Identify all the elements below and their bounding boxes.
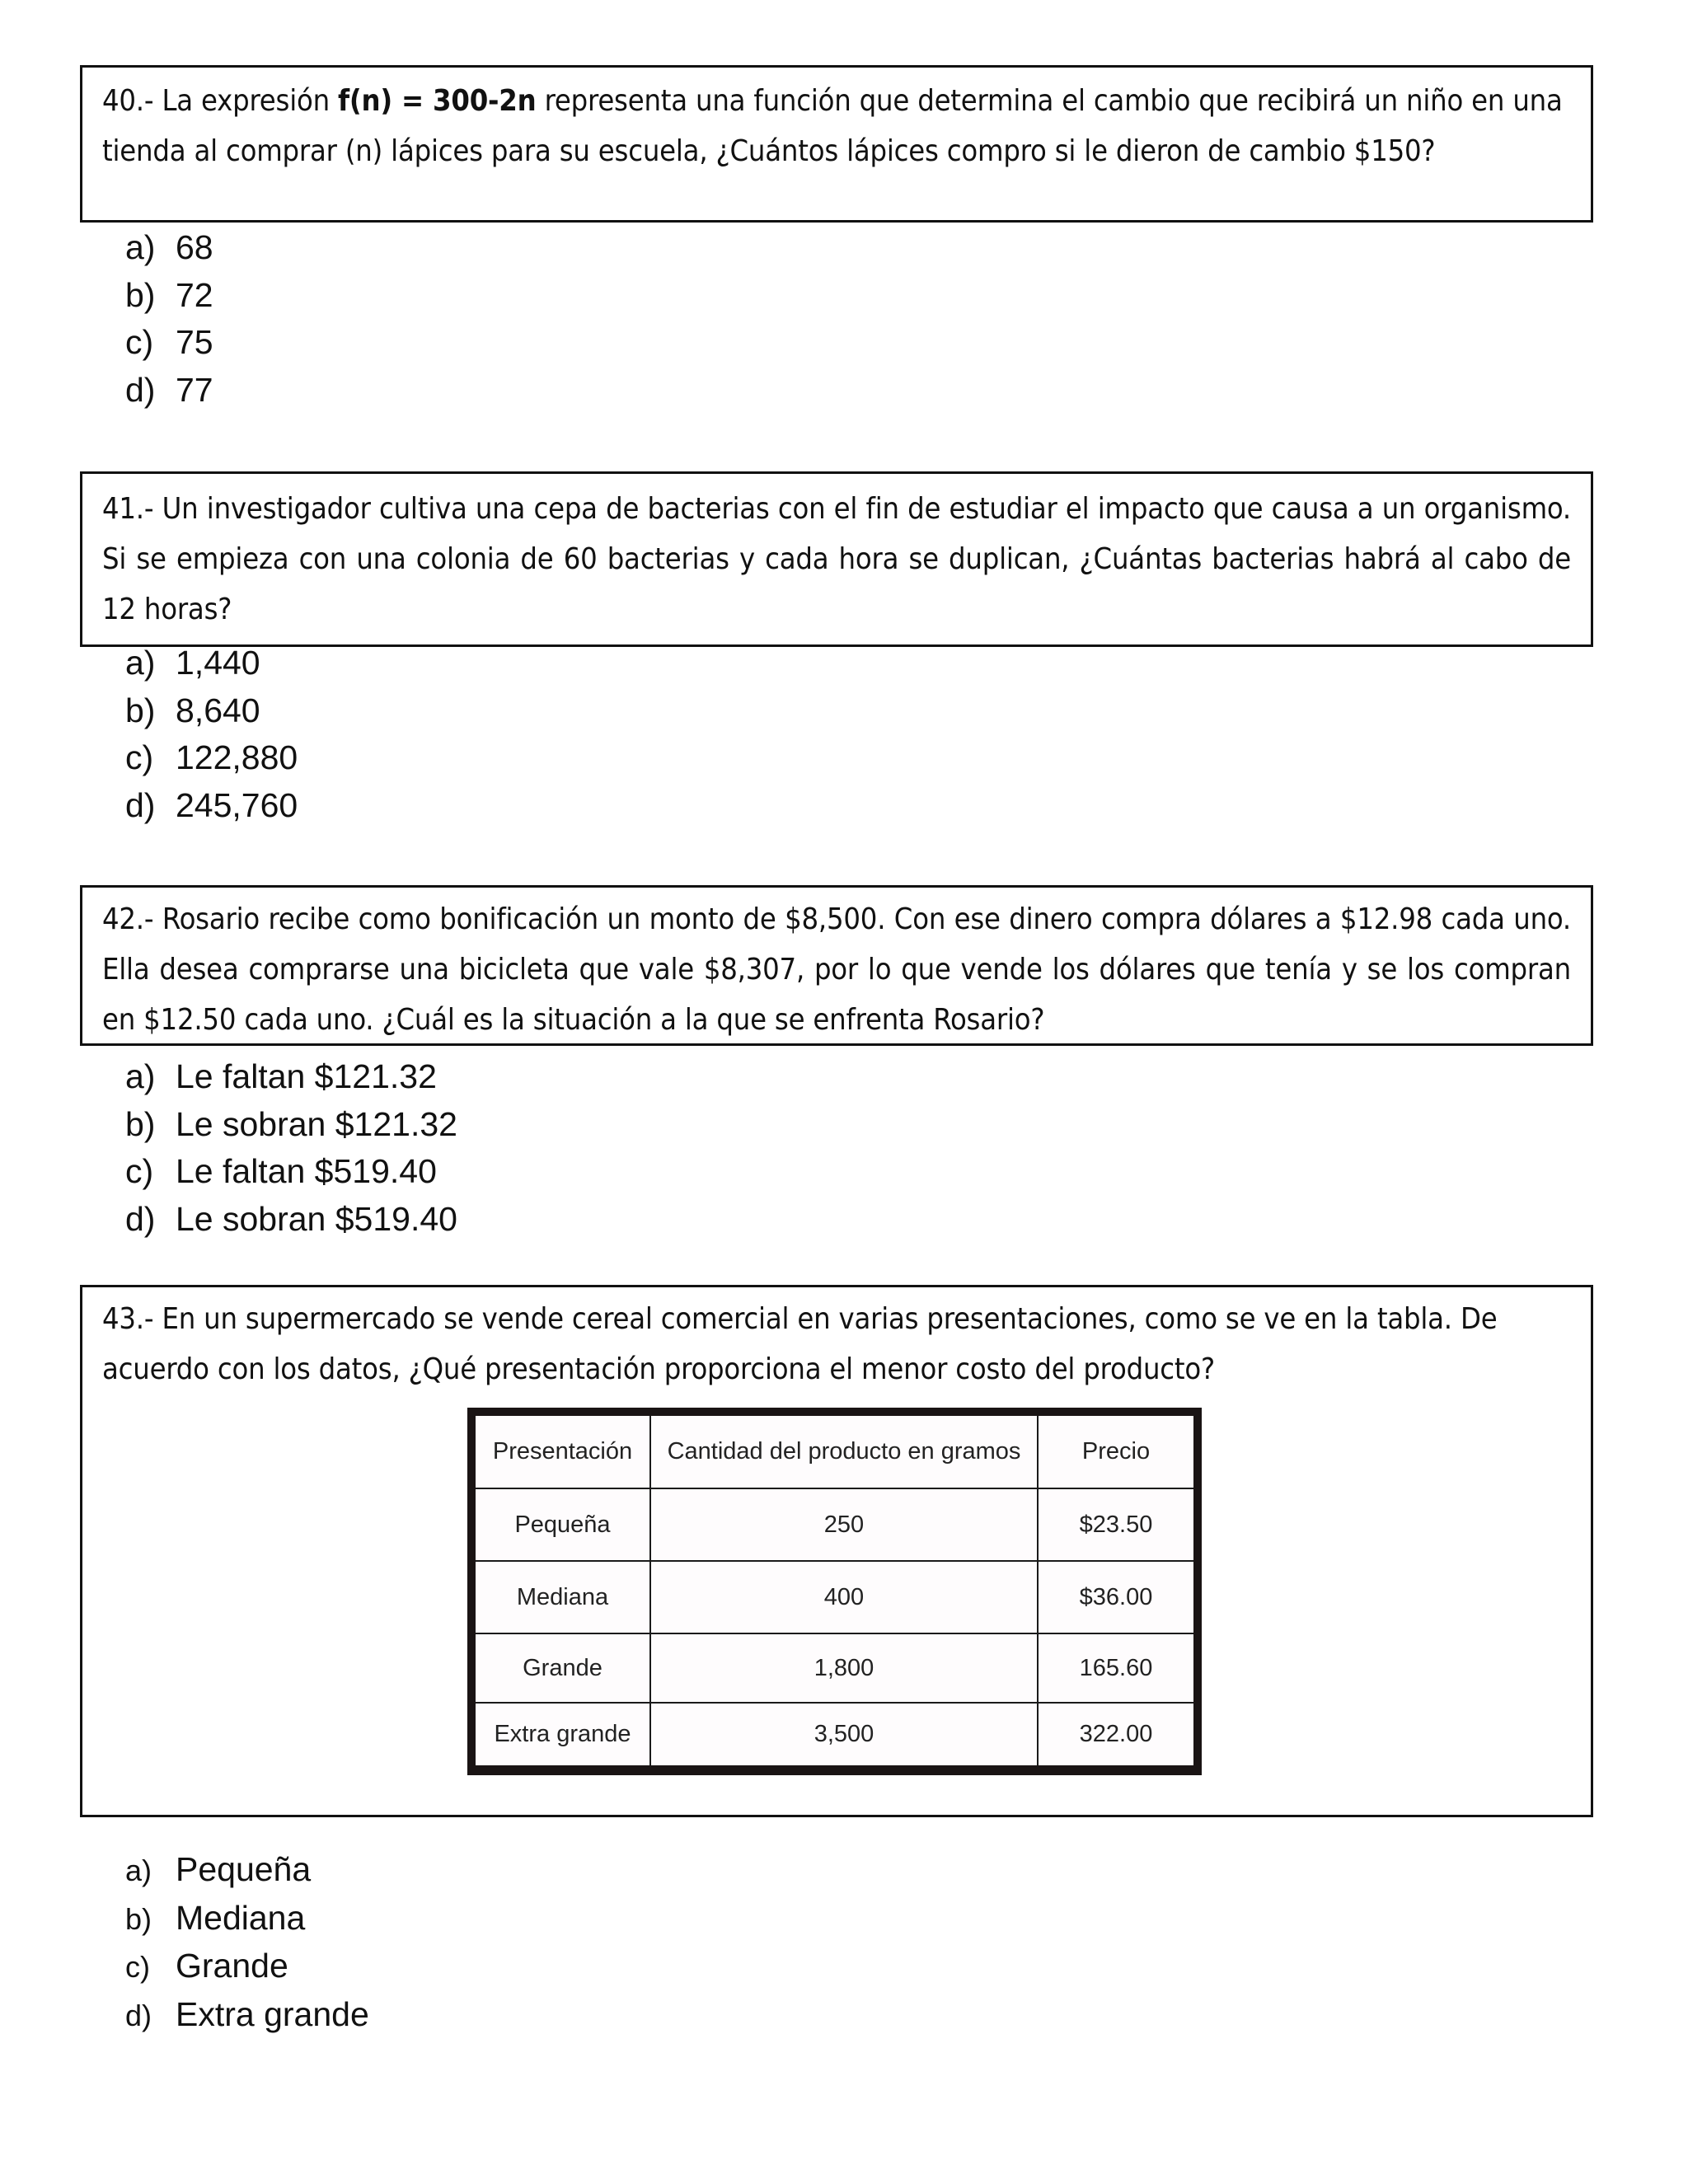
option-text: 68 xyxy=(176,228,213,266)
column-header: Precio xyxy=(1038,1416,1193,1488)
option-letter: a) xyxy=(125,1854,152,1887)
column-header: Cantidad del producto en gramos xyxy=(650,1416,1038,1488)
option-d[interactable] xyxy=(125,1991,369,2040)
option-a[interactable] xyxy=(125,1846,369,1895)
option-c[interactable] xyxy=(125,734,298,782)
option-letter: c) xyxy=(125,1950,150,1984)
question-42-options xyxy=(125,1053,457,1243)
question-43-options xyxy=(125,1846,369,2039)
option-text: Pequeña xyxy=(176,1850,312,1888)
option-b[interactable] xyxy=(125,272,213,320)
option-letter: c) xyxy=(125,1152,154,1190)
option-text: 1,440 xyxy=(176,644,260,682)
table-cell: $36.00 xyxy=(1038,1561,1193,1633)
option-letter: a) xyxy=(125,228,156,266)
question-41-options xyxy=(125,640,298,829)
question-41-box xyxy=(80,471,1593,647)
option-letter: b) xyxy=(125,1104,156,1143)
cereal-table xyxy=(476,1416,1193,1765)
option-letter: a) xyxy=(125,644,156,682)
question-number: 43.- xyxy=(102,1302,154,1336)
option-text: 245,760 xyxy=(176,785,298,824)
table-row xyxy=(476,1488,1193,1561)
option-text: Le faltan $519.40 xyxy=(176,1152,437,1190)
option-text: Le faltan $121.32 xyxy=(176,1057,437,1095)
option-a[interactable] xyxy=(125,224,213,272)
option-text: Le sobran $519.40 xyxy=(176,1199,457,1238)
column-header: Presentación xyxy=(476,1416,650,1488)
table-cell: 250 xyxy=(650,1488,1038,1561)
question-number: 40.- xyxy=(102,84,154,118)
option-c[interactable] xyxy=(125,1148,457,1196)
option-text: 122,880 xyxy=(176,738,298,776)
question-41-text: 41.- Un investigador cultiva una cepa de bacterias con el fin de estudiar el impacto que causa a un organismo. Si se empieza con una colonia de 60 bacterias y cada hora se duplican, ¿Cuántas bacterias habrá al cabo de 12 horas? xyxy=(102,492,1571,626)
table-cell: $23.50 xyxy=(1038,1488,1193,1561)
option-c[interactable] xyxy=(125,1943,369,1991)
option-b[interactable] xyxy=(125,687,298,735)
option-letter: b) xyxy=(125,691,156,729)
option-d[interactable] xyxy=(125,367,213,415)
question-42-box xyxy=(80,885,1593,1046)
table-header-row xyxy=(476,1416,1193,1488)
option-text: 77 xyxy=(176,370,213,409)
option-text: Le sobran $121.32 xyxy=(176,1104,457,1143)
question-42-text: 42.- Rosario recibe como bonificación un monto de $8,500. Con ese dinero compra dólares a $12.98 cada uno. Ella desea comprarse una bicicleta que vale $8,307, por lo que vende los dólares que tenía y se los compran en $12.50 cada uno. ¿Cuál es la situación a la que se enfrenta Rosario? xyxy=(102,902,1571,1037)
option-text: 72 xyxy=(176,275,213,314)
table-cell: 400 xyxy=(650,1561,1038,1633)
formula: f(n) = 300-2n xyxy=(338,84,537,118)
table-cell: Mediana xyxy=(476,1561,650,1633)
question-number: 42.- xyxy=(102,902,154,936)
option-b[interactable] xyxy=(125,1101,457,1149)
table-cell: Grande xyxy=(476,1633,650,1703)
table-row xyxy=(476,1633,1193,1703)
option-d[interactable] xyxy=(125,1196,457,1244)
question-40-options xyxy=(125,224,213,414)
option-text: 75 xyxy=(176,323,213,361)
option-a[interactable] xyxy=(125,640,298,687)
option-a[interactable] xyxy=(125,1053,457,1101)
table-cell: 1,800 xyxy=(650,1633,1038,1703)
table-cell: Extra grande xyxy=(476,1703,650,1765)
cereal-table-frame xyxy=(467,1408,1202,1775)
table-cell: 3,500 xyxy=(650,1703,1038,1765)
question-40-box xyxy=(80,65,1593,223)
option-d[interactable] xyxy=(125,782,298,830)
option-letter: d) xyxy=(125,1199,156,1238)
option-c[interactable] xyxy=(125,319,213,367)
option-b[interactable] xyxy=(125,1895,369,1943)
option-letter: b) xyxy=(125,1901,152,1936)
table-row xyxy=(476,1703,1193,1765)
option-text: 8,640 xyxy=(176,691,260,729)
option-text: Extra grande xyxy=(176,1994,369,2033)
option-letter: c) xyxy=(125,323,154,361)
table-cell: 322.00 xyxy=(1038,1703,1193,1765)
table-cell: 165.60 xyxy=(1038,1633,1193,1703)
option-letter: a) xyxy=(125,1057,156,1095)
table-cell: Pequeña xyxy=(476,1488,650,1561)
option-text: Mediana xyxy=(176,1898,306,1937)
option-letter: d) xyxy=(125,1998,152,2032)
option-text: Grande xyxy=(176,1947,288,1985)
option-letter: b) xyxy=(125,275,156,314)
option-letter: c) xyxy=(125,738,154,776)
option-letter: d) xyxy=(125,370,156,409)
table-row xyxy=(476,1561,1193,1633)
question-40-text: 40.- La expresión f(n) = 300-2n representa una función que determina el cambio que recibirá un niño en una tienda al comprar (n) lápices para su escuela, ¿Cuántos lápices compro si le dieron de cambio $150? xyxy=(102,84,1563,168)
question-43-text: 43.- En un supermercado se vende cereal comercial en varias presentaciones, como se ve en la tabla. De acuerdo con los datos, ¿Qué presentación proporciona el menor costo del producto? xyxy=(102,1302,1498,1386)
option-letter: d) xyxy=(125,785,156,824)
question-number: 41.- xyxy=(102,492,154,526)
